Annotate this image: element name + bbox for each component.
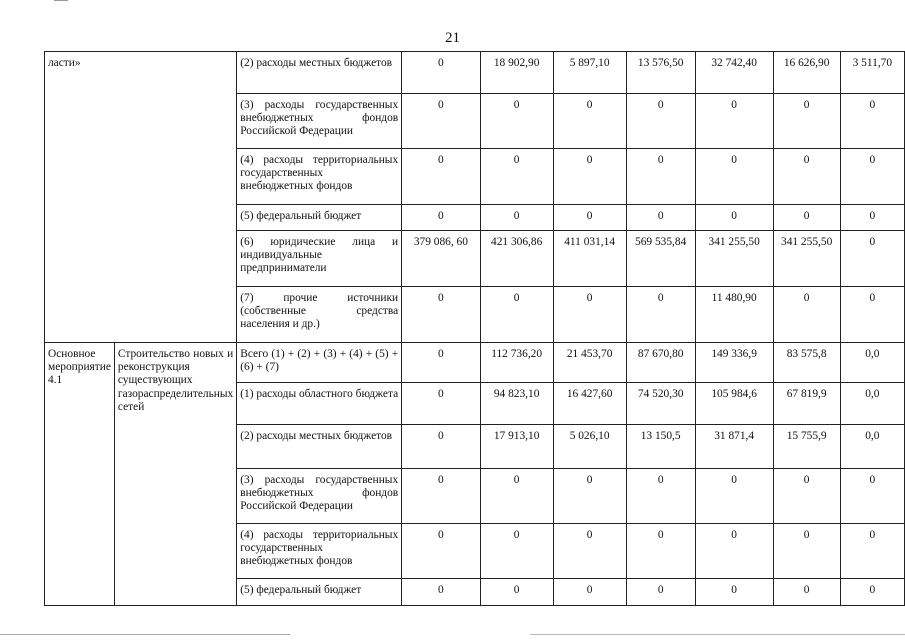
value-cell: 0,0 [840, 383, 904, 425]
value-cell: 0 [695, 469, 773, 524]
source-label: (2) расходы местных бюджетов [237, 52, 402, 94]
value-cell: 0 [480, 94, 553, 149]
scan-edge-line [530, 634, 905, 635]
value-cell: 83 575,8 [773, 343, 840, 383]
value-cell: 5 026,10 [553, 425, 626, 469]
value-cell: 0 [773, 94, 840, 149]
source-label: (6) юридические лица и индивидуальные предприниматели [237, 231, 402, 287]
value-cell: 87 670,80 [626, 343, 695, 383]
measure-title-text: Строительство новых и реконструкция существующих газораспределительных сетей [117, 348, 234, 413]
continued-name-cell: ласти» [45, 52, 237, 343]
value-cell: 0 [480, 524, 553, 579]
value-cell: 0 [402, 469, 481, 524]
value-cell: 0 [695, 205, 773, 231]
scan-edge-mark [54, 0, 68, 1]
value-cell: 0 [695, 94, 773, 149]
value-cell: 112 736,20 [480, 343, 553, 383]
value-cell: 0 [840, 524, 904, 579]
table-row [45, 343, 905, 383]
value-cell: 0 [840, 149, 904, 205]
value-cell: 0 [840, 205, 904, 231]
value-cell: 0,0 [840, 343, 904, 383]
value-cell: 0 [626, 94, 695, 149]
measure-number-cell: Основное мероприятие 4.1 [45, 343, 115, 606]
value-cell: 379 086, 60 [402, 231, 481, 287]
value-cell: 15 755,9 [773, 425, 840, 469]
value-cell: 31 871,4 [695, 425, 773, 469]
value-cell: 105 984,6 [695, 383, 773, 425]
value-cell: 0 [840, 579, 904, 606]
value-cell: 3 511,70 [840, 52, 904, 94]
value-cell: 0 [840, 469, 904, 524]
value-cell: 0 [402, 579, 481, 606]
value-cell: 0 [626, 287, 695, 343]
value-cell: 16 626,90 [773, 52, 840, 94]
source-label: (7) прочие источники (собственные средства населения и др.) [237, 287, 402, 343]
value-cell: 411 031,14 [553, 231, 626, 287]
value-cell: 341 255,50 [773, 231, 840, 287]
value-cell: 0 [402, 425, 481, 469]
value-cell: 0 [626, 205, 695, 231]
value-cell: 0 [480, 469, 553, 524]
value-cell: 0 [773, 524, 840, 579]
value-cell: 0 [402, 94, 481, 149]
value-cell: 13 150,5 [626, 425, 695, 469]
value-cell: 0 [840, 287, 904, 343]
value-cell: 0 [480, 287, 553, 343]
value-cell: 13 576,50 [626, 52, 695, 94]
value-cell: 149 336,9 [695, 343, 773, 383]
value-cell: 21 453,70 [553, 343, 626, 383]
value-cell: 0 [773, 469, 840, 524]
value-cell: 0 [773, 579, 840, 606]
value-cell: 0 [626, 149, 695, 205]
value-cell: 0 [402, 524, 481, 579]
value-cell: 94 823,10 [480, 383, 553, 425]
value-cell: 0 [480, 149, 553, 205]
value-cell: 0 [773, 287, 840, 343]
table-row [45, 52, 905, 94]
value-cell: 0 [626, 579, 695, 606]
value-cell: 421 306,86 [480, 231, 553, 287]
value-cell: 0 [402, 149, 481, 205]
value-cell: 0 [773, 205, 840, 231]
value-cell: 67 819,9 [773, 383, 840, 425]
value-cell: 0,0 [840, 425, 904, 469]
value-cell: 0 [695, 524, 773, 579]
source-label: (4) расходы территориальных государственных внебюджетных фондов [237, 524, 402, 579]
page-number: 21 [445, 30, 460, 46]
source-label: (3) расходы государственных внебюджетных фондов Российской Федерации [237, 469, 402, 524]
value-cell: 5 897,10 [553, 52, 626, 94]
value-cell: 18 902,90 [480, 52, 553, 94]
measure-title-cell [114, 343, 236, 606]
value-cell: 0 [402, 205, 481, 231]
value-cell: 0 [626, 469, 695, 524]
value-cell: 0 [840, 94, 904, 149]
value-cell: 341 255,50 [695, 231, 773, 287]
value-cell: 0 [402, 287, 481, 343]
value-cell: 0 [402, 343, 481, 383]
value-cell: 0 [480, 579, 553, 606]
source-label: Всего (1) + (2) + (3) + (4) + (5) + (6) + (7) [237, 343, 402, 383]
value-cell: 32 742,40 [695, 52, 773, 94]
value-cell: 0 [626, 524, 695, 579]
value-cell: 0 [480, 205, 553, 231]
value-cell: 11 480,90 [695, 287, 773, 343]
source-label: (4) расходы территориальных государственных внебюджетных фондов [237, 149, 402, 205]
value-cell: 0 [553, 94, 626, 149]
value-cell: 74 520,30 [626, 383, 695, 425]
value-cell: 0 [695, 579, 773, 606]
value-cell: 0 [402, 383, 481, 425]
budget-table [44, 51, 905, 606]
value-cell: 17 913,10 [480, 425, 553, 469]
scan-edge-line [0, 634, 290, 635]
value-cell: 0 [553, 149, 626, 205]
value-cell: 0 [402, 52, 481, 94]
value-cell: 0 [553, 579, 626, 606]
source-label: (5) федеральный бюджет [237, 579, 402, 606]
source-label: (1) расходы областного бюджета [237, 383, 402, 425]
source-label: (5) федеральный бюджет [237, 205, 402, 231]
value-cell: 0 [553, 469, 626, 524]
value-cell: 0 [695, 149, 773, 205]
value-cell: 0 [553, 287, 626, 343]
value-cell: 0 [553, 205, 626, 231]
value-cell: 16 427,60 [553, 383, 626, 425]
value-cell: 0 [553, 524, 626, 579]
source-label: (3) расходы государственных внебюджетных фондов Российской Федерации [237, 94, 402, 149]
value-cell: 569 535,84 [626, 231, 695, 287]
value-cell: 0 [840, 231, 904, 287]
value-cell: 0 [773, 149, 840, 205]
source-label: (2) расходы местных бюджетов [237, 425, 402, 469]
